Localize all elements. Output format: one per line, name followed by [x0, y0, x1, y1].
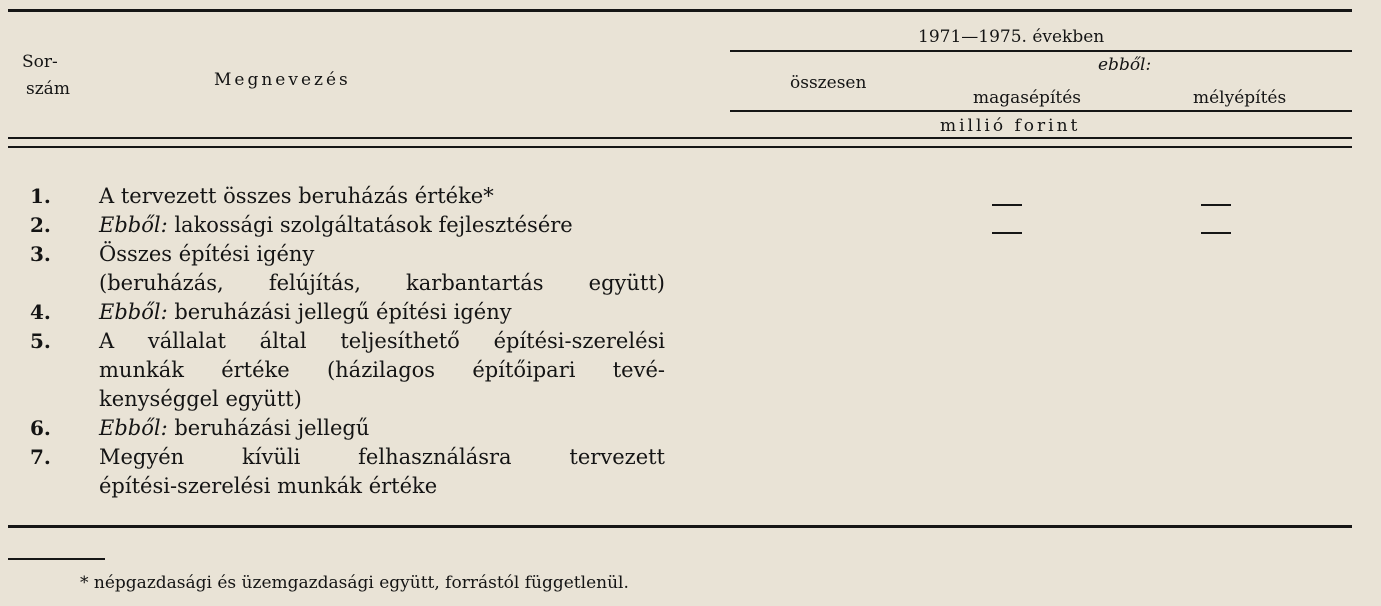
row-text — [99, 329, 665, 353]
row-number: 3. — [30, 242, 51, 266]
row-prefix: Ebből: — [99, 300, 168, 324]
row-text — [99, 300, 665, 324]
table-row — [0, 387, 700, 410]
row-text — [99, 445, 665, 469]
header-megnevezes: Megnevezés — [214, 70, 351, 90]
row-text — [99, 271, 665, 295]
unit-rule — [8, 146, 1352, 148]
empty-dash — [1201, 232, 1231, 234]
row-label: A tervezett összes beruházás értéke* — [99, 184, 494, 208]
row-number: 7. — [30, 445, 51, 469]
row-number: 4. — [30, 300, 51, 324]
row-label: munkák értéke (házilagos építőipari tevé- — [99, 358, 665, 382]
row-text — [99, 213, 665, 237]
table-row — [0, 213, 700, 236]
row-label: Megyén kívüli felhasználásra tervezett — [99, 445, 665, 469]
row-number: 1. — [30, 184, 51, 208]
row-label: építési-szerelési munkák értéke — [99, 474, 438, 498]
row-text — [99, 416, 665, 440]
table-row — [0, 416, 700, 439]
header-unit: millió forint — [940, 116, 1081, 136]
header-magasepites: magasépítés — [973, 88, 1081, 108]
row-label: A vállalat által teljesíthető építési-szerelési — [99, 329, 665, 353]
empty-dash — [992, 204, 1022, 206]
row-number: 2. — [30, 213, 51, 237]
header-osszesen: összesen — [790, 73, 867, 93]
table-row — [0, 300, 700, 323]
row-number: 5. — [30, 329, 51, 353]
subheader-rule — [730, 110, 1352, 112]
row-text — [99, 242, 665, 266]
table-row — [0, 271, 700, 294]
header-melyepites: mélyépítés — [1193, 88, 1287, 108]
empty-dash — [1201, 204, 1231, 206]
row-label: (beruházás, felújítás, karbantartás együtt) — [99, 271, 665, 295]
footnote: * népgazdasági és üzemgazdasági együtt, forrástól függetlenül. — [80, 573, 629, 593]
row-number: 6. — [30, 416, 51, 440]
header-rule — [8, 137, 1352, 139]
row-label: Összes építési igény — [99, 242, 315, 266]
header-szam: szám — [26, 79, 70, 99]
row-text — [99, 358, 665, 382]
row-text — [99, 184, 665, 208]
row-label: beruházási jellegű építési igény — [174, 300, 512, 324]
row-text — [99, 474, 665, 498]
row-prefix: Ebből: — [99, 213, 168, 237]
row-label: beruházási jellegű — [174, 416, 370, 440]
table-row — [0, 358, 700, 381]
table-row — [0, 474, 700, 497]
empty-dash — [992, 232, 1022, 234]
header-ebbol: ebből: — [1098, 55, 1152, 75]
table-row — [0, 184, 700, 207]
header-sor: Sor- — [22, 52, 58, 72]
table-row — [0, 242, 700, 265]
row-prefix: Ebből: — [99, 416, 168, 440]
row-label: kenységgel együtt) — [99, 387, 302, 411]
table-row — [0, 329, 700, 352]
row-text — [99, 387, 665, 411]
row-label: lakossági szolgáltatások fejlesztésére — [174, 213, 573, 237]
table-row — [0, 445, 700, 468]
top-rule — [8, 9, 1352, 12]
footnote-separator — [8, 558, 105, 560]
header-period: 1971—1975. években — [918, 27, 1105, 47]
bottom-rule — [8, 525, 1352, 528]
period-underline — [730, 50, 1352, 52]
